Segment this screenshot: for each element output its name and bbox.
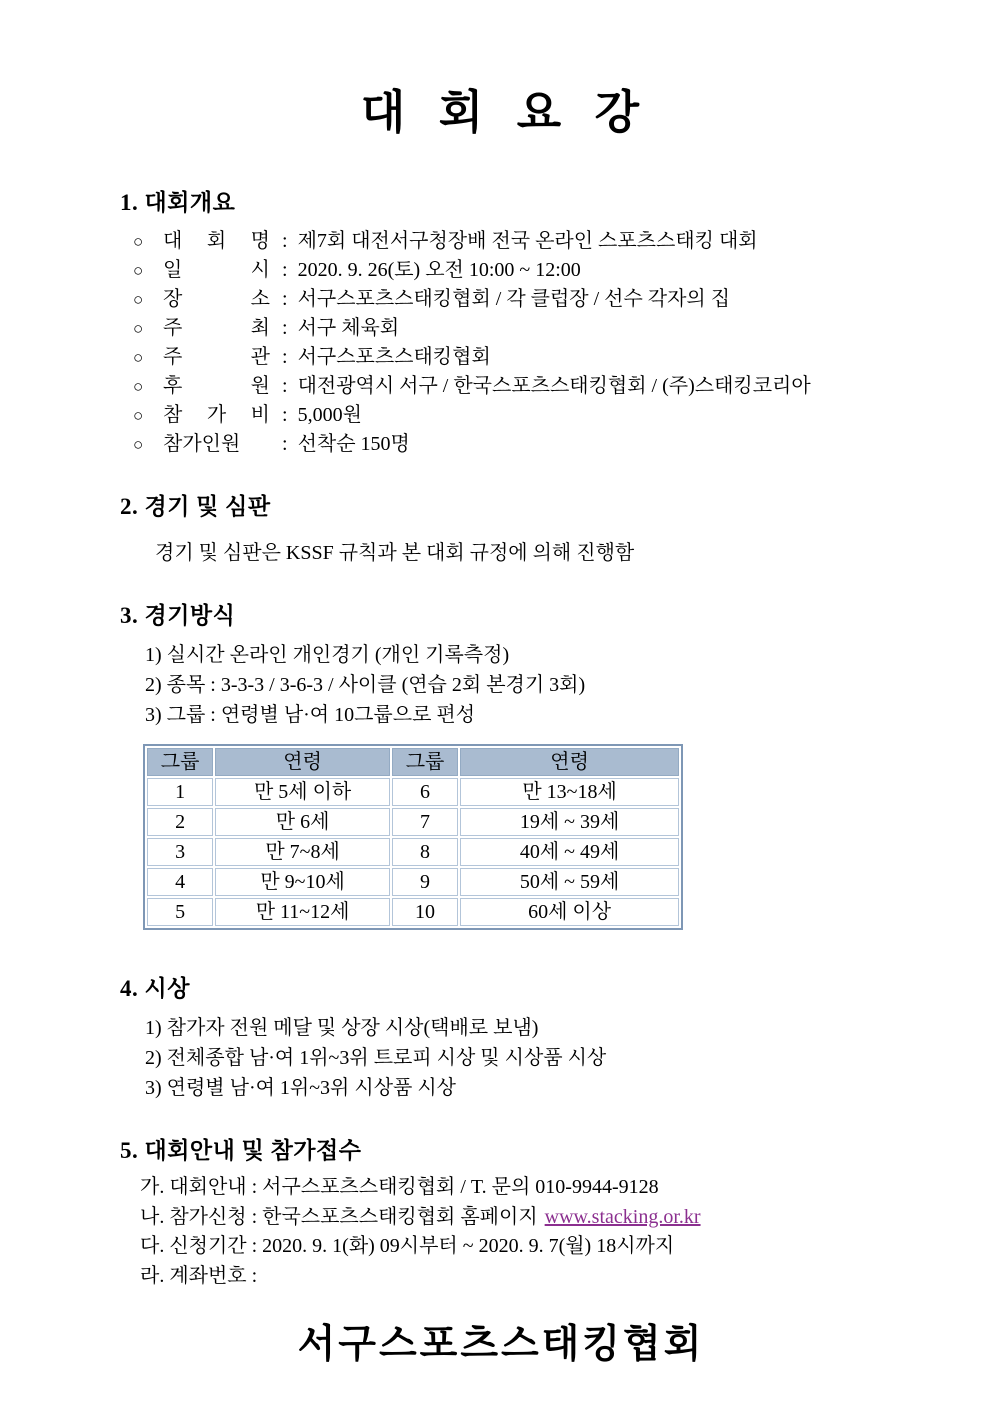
label-separator: : [282,259,288,281]
table-cell: 만 5세 이하 [215,778,390,806]
table-header-group: 그룹 [392,748,458,776]
overview-item-capacity [120,430,882,459]
overview-item-sponsor [120,372,882,401]
table-cell: 2 [147,808,213,836]
circle-bullet-icon: ○ [133,406,144,425]
overview-item-label: 장 소 [163,288,270,310]
section-awards [120,974,882,1103]
overview-item-value: 서구 체육회 [297,317,400,339]
registration-item-apply [140,1203,882,1233]
circle-bullet-icon: ○ [133,319,144,338]
awards-item: 3) 연령별 남·여 1위~3위 시상품 시상 [145,1077,456,1099]
table-row [147,838,679,866]
label-separator: : [282,433,288,455]
section-3-heading: 3. 경기방식 [120,603,236,628]
table-cell: 만 11~12세 [215,898,390,926]
overview-item-label: 주 관 [163,346,270,368]
overview-item-label: 일 시 [163,259,270,281]
registration-item-info: 가. 대회안내 : 서구스포츠스태킹협회 / T. 문의 010-9944-9128 [140,1176,659,1198]
section-2-heading: 2. 경기 및 심판 [120,494,271,519]
section-format [120,601,882,930]
overview-item-value: 5,000원 [297,404,362,426]
overview-item-label: 참가인원 [163,433,241,455]
document-title: 대 회 요 강 [360,87,642,138]
table-cell: 5 [147,898,213,926]
circle-bullet-icon: ○ [133,290,144,309]
label-separator: : [282,288,288,310]
table-cell: 7 [392,808,458,836]
section-5-heading: 5. 대회안내 및 참가접수 [120,1138,362,1163]
table-cell: 10 [392,898,458,926]
registration-item-text: 나. 참가신청 : 한국스포츠스태킹협회 홈페이지 [140,1205,538,1228]
overview-item-label: 후 원 [163,375,270,397]
awards-list [120,1013,882,1103]
table-cell: 만 6세 [215,808,390,836]
circle-bullet-icon: ○ [133,261,144,280]
table-cell: 6 [392,778,458,806]
label-separator: : [282,317,288,339]
table-cell: 1 [147,778,213,806]
overview-item-organizer [120,343,882,372]
table-header-age: 연령 [460,748,679,776]
table-cell: 8 [392,838,458,866]
overview-item-host [120,314,882,343]
circle-bullet-icon: ○ [133,232,144,251]
overview-item-value: 서구스포츠스태킹협회 / 각 클럽장 / 선수 각자의 집 [297,288,731,310]
table-cell: 40세 ~ 49세 [460,838,679,866]
format-list [120,640,882,730]
overview-item-value: 서구스포츠스태킹협회 [297,346,491,368]
overview-item-label: 참 가 비 [163,404,270,426]
section-4-heading: 4. 시상 [120,976,190,1001]
registration-list [120,1173,882,1291]
table-header-row [147,748,679,776]
section-rules [120,492,882,568]
rules-body-text: 경기 및 심판은 KSSF 규칙과 본 대회 규정에 의해 진행함 [155,542,635,564]
format-item: 2) 종목 : 3-3-3 / 3-6-3 / 사이클 (연습 2회 본경기 3회) [145,674,586,696]
stacking-website-link[interactable]: www.stacking.or.kr [544,1205,701,1228]
overview-item-date [120,256,882,285]
table-cell: 50세 ~ 59세 [460,868,679,896]
table-row [147,898,679,926]
overview-item-venue [120,285,882,314]
format-item: 3) 그룹 : 연령별 남·여 10그룹으로 편성 [145,704,476,726]
table-cell: 만 7~8세 [215,838,390,866]
age-group-table [143,744,683,930]
circle-bullet-icon: ○ [133,348,144,367]
label-separator: : [282,375,288,397]
overview-item-label: 주 최 [163,317,270,339]
section-1-heading: 1. 대회개요 [120,190,236,215]
overview-item-fee [120,401,882,430]
registration-item-period: 다. 신청기간 : 2020. 9. 1(화) 09시부터 ~ 2020. 9. 7(월) 18시까지 [140,1235,675,1257]
awards-item: 2) 전체종합 남·여 1위~3위 트로피 시상 및 시상품 시상 [145,1047,607,1069]
table-header-group: 그룹 [147,748,213,776]
format-item: 1) 실시간 온라인 개인경기 (개인 기록측정) [145,644,510,666]
organization-name: 서구스포츠스태킹협회 [297,1323,705,1366]
overview-item-value: 2020. 9. 26(토) 오전 10:00 ~ 12:00 [297,259,581,281]
overview-item-label: 대 회 명 [163,230,270,252]
table-cell: 만 9~10세 [215,868,390,896]
overview-item-event-name [120,227,882,256]
section-overview [120,188,882,459]
overview-list [120,227,882,459]
label-separator: : [282,230,288,252]
table-cell: 9 [392,868,458,896]
circle-bullet-icon: ○ [133,377,144,396]
overview-item-value: 대전광역시 서구 / 한국스포츠스태킹협회 / (주)스태킹코리아 [297,375,811,397]
circle-bullet-icon: ○ [133,435,144,454]
table-cell: 19세 ~ 39세 [460,808,679,836]
table-cell: 4 [147,868,213,896]
label-separator: : [282,346,288,368]
table-row [147,808,679,836]
label-separator: : [282,404,288,426]
table-cell: 만 13~18세 [460,778,679,806]
table-row [147,778,679,806]
overview-item-value: 제7회 대전서구청장배 전국 온라인 스포츠스태킹 대회 [297,230,758,252]
overview-item-value: 선착순 150명 [297,433,410,455]
awards-item: 1) 참가자 전원 메달 및 상장 시상(택배로 보냄) [145,1017,539,1039]
table-header-age: 연령 [215,748,390,776]
registration-item-account: 라. 계좌번호 : [140,1264,258,1287]
section-registration [120,1136,882,1291]
table-cell: 60세 이상 [460,898,679,926]
table-row [147,868,679,896]
table-cell: 3 [147,838,213,866]
